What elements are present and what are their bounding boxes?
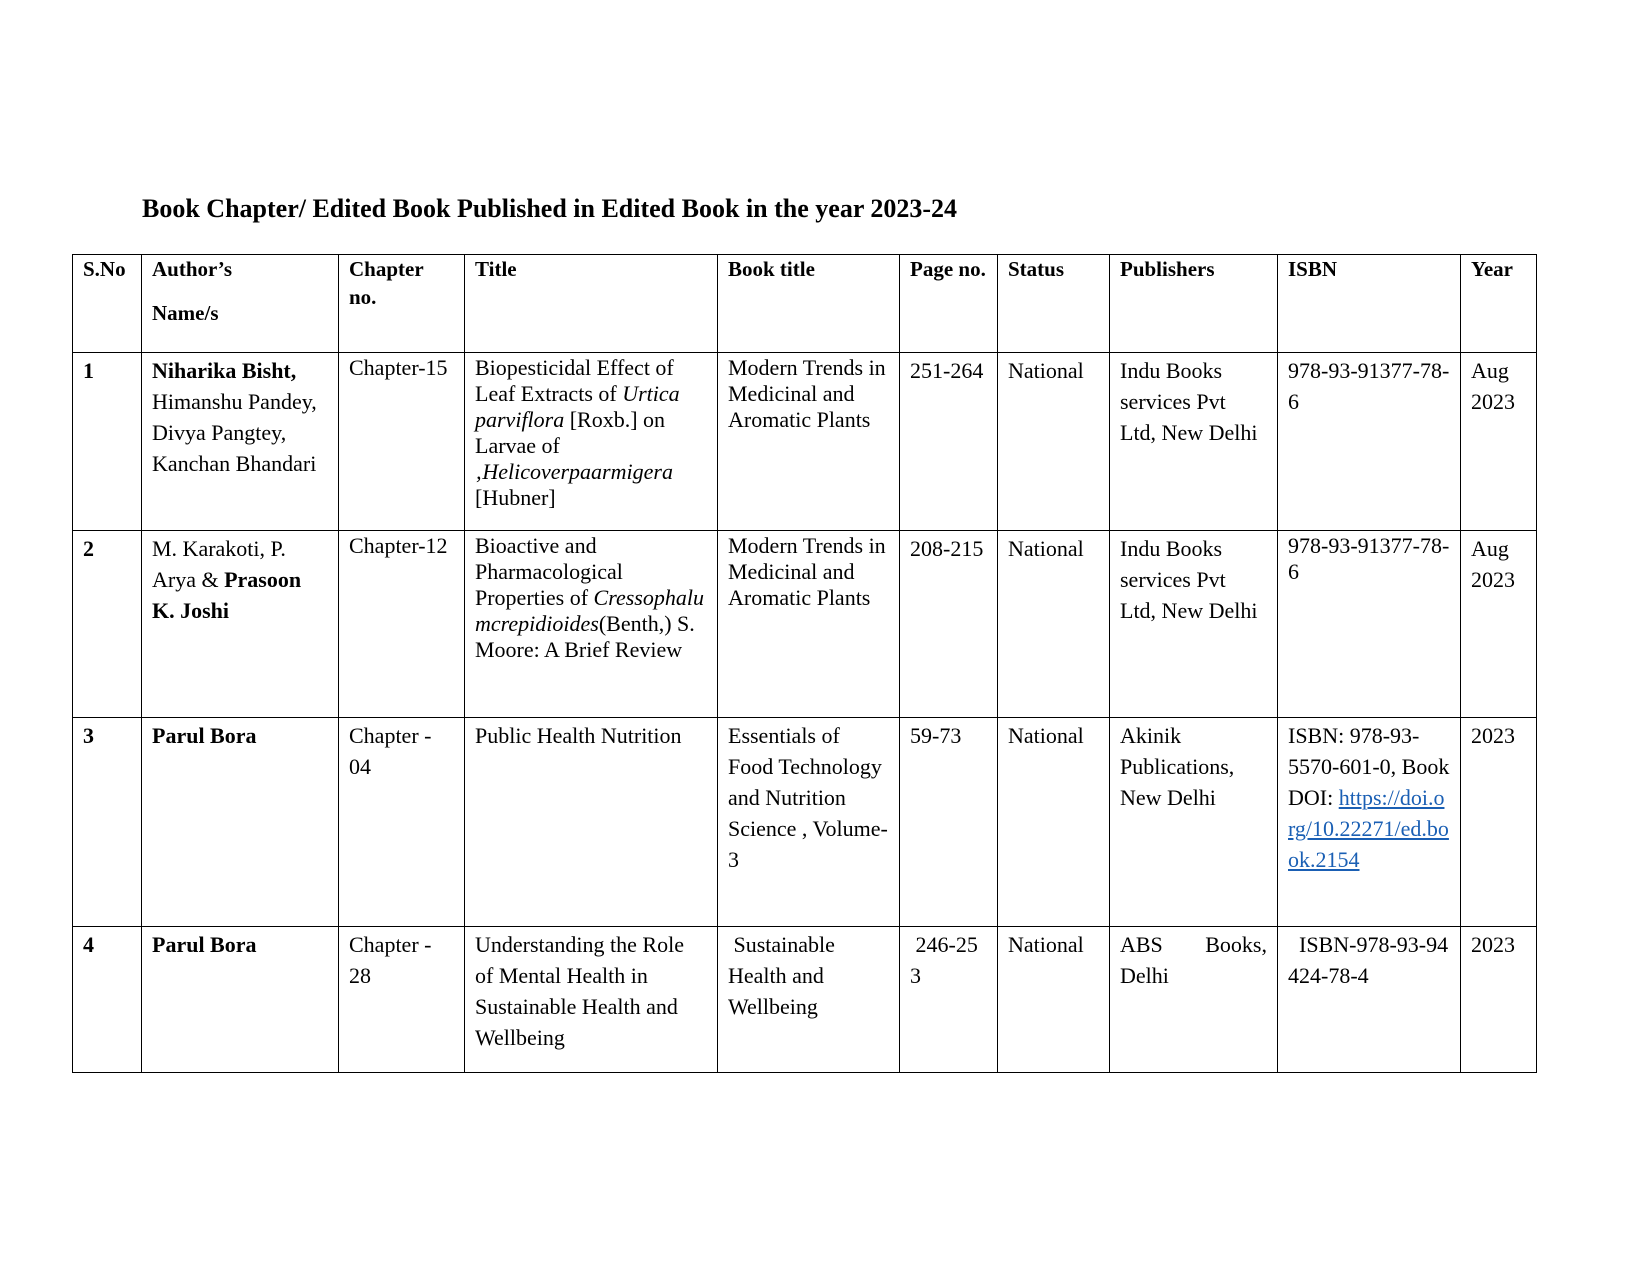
- cell-publisher: Indu Books services Pvt Ltd, New Delhi: [1110, 353, 1278, 531]
- cell-title: Public Health Nutrition: [465, 718, 718, 927]
- cell-authors: [142, 531, 339, 718]
- author-highlight: Prasoon K. Joshi: [152, 567, 302, 623]
- title-part: (Benth,) S. Moore: A Brief Review: [475, 611, 695, 662]
- title-part: Biopesticidal Effect of Leaf Extracts of: [475, 355, 674, 406]
- cell-title: Understanding the Role of Mental Health in Sustainable Health and Wellbeing: [465, 927, 718, 1073]
- title-species: Urtica parviflora: [475, 381, 680, 432]
- header-year: Year: [1461, 255, 1537, 353]
- cell-status: National: [998, 927, 1110, 1073]
- author-others: M. Karakoti, P. Arya &: [152, 536, 286, 592]
- title-part: [Hubner]: [475, 485, 556, 510]
- cell-title: [465, 353, 718, 531]
- publisher-line: ABS Books,: [1120, 932, 1267, 957]
- author-others: Himanshu Pandey, Divya Pangtey, Kanchan Bhandari: [152, 389, 317, 476]
- cell-year: Aug 2023: [1461, 531, 1537, 718]
- title-species: ‚Helicoverpaarmigera: [475, 459, 673, 484]
- cell-chapter: Chapter - 28: [339, 927, 465, 1073]
- cell-isbn: [1278, 927, 1461, 1073]
- page-text: 246-253: [910, 932, 978, 988]
- cell-book-title: [718, 927, 900, 1073]
- publisher-line: Delhi: [1120, 963, 1169, 988]
- cell-authors: [142, 353, 339, 531]
- cell-year: 2023: [1461, 927, 1537, 1073]
- cell-year: 2023: [1461, 718, 1537, 927]
- table-row: [73, 718, 1537, 927]
- cell-page: 208-215: [900, 531, 998, 718]
- cell-isbn: 978-93-91377-78-6: [1278, 531, 1461, 718]
- page-title: Book Chapter/ Edited Book Published in Edited Book in the year 2023-24: [142, 194, 958, 223]
- doi-link[interactable]: https://doi.org/10.22271/ed.book.2154: [1288, 785, 1449, 872]
- cell-isbn: 978-93-91377-78-6: [1278, 353, 1461, 531]
- author-highlight: Parul Bora: [152, 723, 257, 748]
- cell-sno: 1: [73, 353, 142, 531]
- cell-status: National: [998, 718, 1110, 927]
- cell-publisher: [1110, 927, 1278, 1073]
- cell-book-title: Modern Trends in Medicinal and Aromatic Plants: [718, 531, 900, 718]
- table-row: [73, 531, 1537, 718]
- cell-page: 251-264: [900, 353, 998, 531]
- header-title: Title: [465, 255, 718, 353]
- cell-book-title: Modern Trends in Medicinal and Aromatic Plants: [718, 353, 900, 531]
- cell-chapter: Chapter-15: [339, 353, 465, 531]
- isbn-text: ISBN: 978-93-5570-601-0, Book DOI:: [1288, 723, 1450, 810]
- header-chapter: Chapter no.: [339, 255, 465, 353]
- cell-title: [465, 531, 718, 718]
- cell-sno: 3: [73, 718, 142, 927]
- header-authors: [142, 255, 339, 353]
- header-page: Page no.: [900, 255, 998, 353]
- isbn-text: ISBN-978-93-94424-78-4: [1288, 932, 1449, 988]
- cell-publisher: Akinik Publications, New Delhi: [1110, 718, 1278, 927]
- cell-status: National: [998, 531, 1110, 718]
- cell-chapter: Chapter - 04: [339, 718, 465, 927]
- header-isbn: ISBN: [1278, 255, 1461, 353]
- cell-authors: [142, 718, 339, 927]
- author-highlight: Parul Bora: [152, 932, 257, 957]
- cell-book-title: Essentials of Food Technology and Nutrition Science , Volume-3: [718, 718, 900, 927]
- cell-page: [900, 927, 998, 1073]
- cell-authors: [142, 927, 339, 1073]
- header-status: Status: [998, 255, 1110, 353]
- publications-table: [72, 254, 1537, 1073]
- title-species: Cressophalumcrepidioides: [475, 585, 704, 636]
- cell-status: National: [998, 353, 1110, 531]
- cell-page: 59-73: [900, 718, 998, 927]
- header-publishers: Publishers: [1110, 255, 1278, 353]
- author-highlight: Niharika Bisht,: [152, 358, 297, 383]
- cell-sno: 2: [73, 531, 142, 718]
- cell-chapter: Chapter-12: [339, 531, 465, 718]
- cell-sno: 4: [73, 927, 142, 1073]
- header-book-title: Book title: [718, 255, 900, 353]
- cell-year: Aug 2023: [1461, 353, 1537, 531]
- book-title-text: Sustainable Health and Wellbeing: [728, 932, 835, 1019]
- table-header-row: [73, 255, 1537, 353]
- title-part: Bioactive and Pharmacological Properties of: [475, 533, 623, 610]
- table-row: [73, 353, 1537, 531]
- table-row: [73, 927, 1537, 1073]
- title-part: [Roxb.] on Larvae of: [475, 407, 666, 458]
- cell-publisher: Indu Books services Pvt Ltd, New Delhi: [1110, 531, 1278, 718]
- header-authors-line1: Author’s: [152, 257, 233, 281]
- header-sno: S.No: [73, 255, 142, 353]
- cell-isbn: [1278, 718, 1461, 927]
- header-authors-line2: Name/s: [152, 301, 219, 325]
